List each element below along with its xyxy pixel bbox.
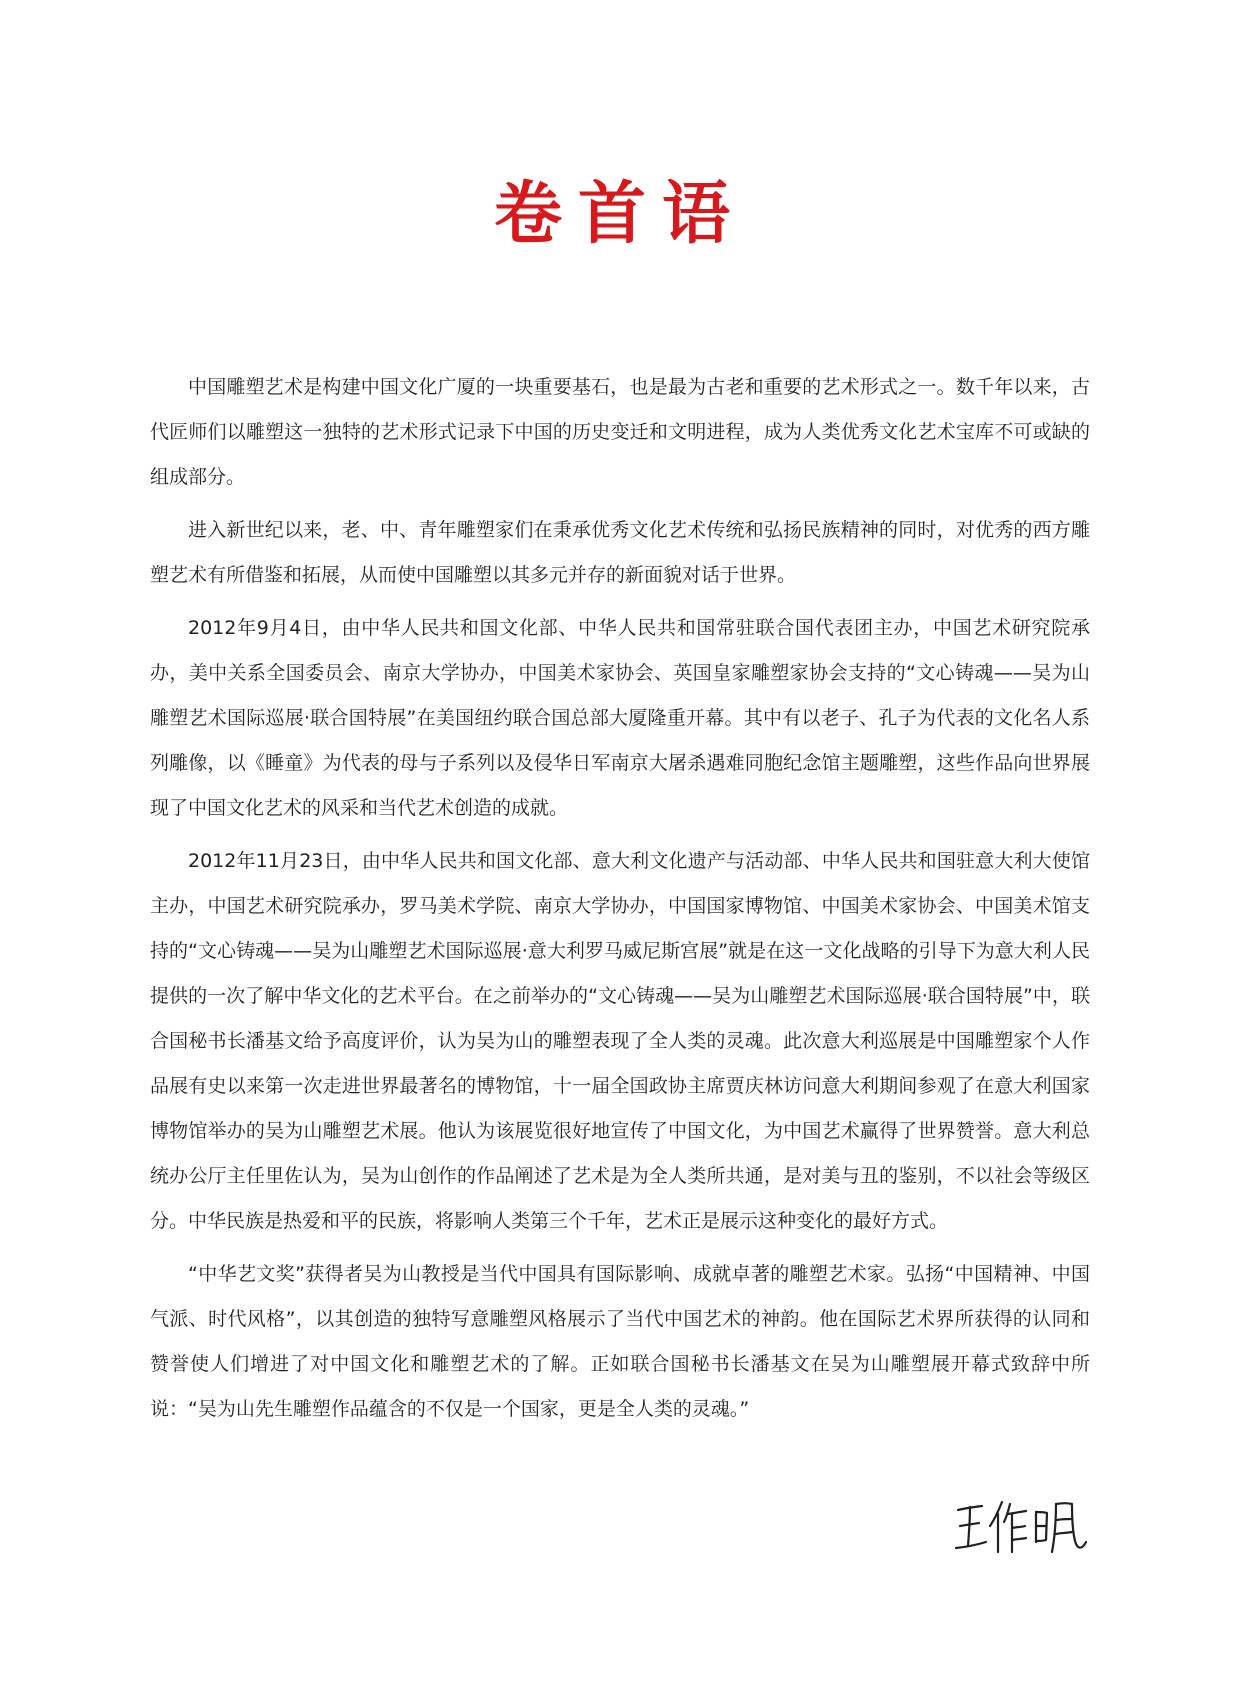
paragraph-1: 中国雕塑艺术是构建中国文化广厦的一块重要基石，也是最为古老和重要的艺术形式之一。数千年以来，古代匠师们以雕塑这一独特的艺术形式记录下中国的历史变迁和文明进程，成为人类优秀文化艺术宝库不可或缺的组成部分。	[150, 376, 1090, 488]
paragraph-5: “中华艺文奖”获得者吴为山教授是当代中国具有国际影响、成就卓著的雕塑艺术家。弘扬“中国精神、中国气派、时代风格”，以其创造的独特写意雕塑风格展示了当代中国艺术的神韵。他在国际艺术界所获得的认同和赞誉使人们增进了对中国文化和雕塑艺术的了解。正如联合国秘书长潘基文在吴为山雕塑展开幕式致辞中所说：“吴为山先生雕塑作品蕴含的不仅是一个国家，更是全人类的灵魂。”	[150, 1263, 1090, 1420]
signature-icon	[952, 1492, 1092, 1562]
paragraph-4: 2012年11月23日，由中华人民共和国文化部、意大利文化遗产与活动部、中华人民共和国驻意大利大使馆主办，中国艺术研究院承办，罗马美术学院、南京大学协办，中国国家博物馆、中国美术家协会、中国美术馆支持的“文心铸魂——吴为山雕塑艺术国际巡展·意大利罗马威尼斯宫展”就是在这一文化战略的引导下为意大利人民提供的一次了解中华文化的艺术平台。在之前举办的“文心铸魂——吴为山雕塑艺术国际巡展·联合国特展”中，联合国秘书长潘基文给予高度评价，认为吴为山的雕塑表现了全人类的灵魂。此次意大利巡展是中国雕塑家个人作品展有史以来第一次走进世界最著名的博物馆，十一届全国政协主席贾庆林访问意大利期间参观了在意大利国家博物馆举办的吴为山雕塑艺术展。他认为该展览很好地宣传了中国文化，为中国艺术赢得了世界赞誉。意大利总统办公厅主任里佐认为，吴为山创作的作品阐述了艺术是为全人类所共通，是对美与丑的鉴别，不以社会等级区分。中华民族是热爱和平的民族，将影响人类第三个千年，艺术正是展示这种变化的最好方式。	[150, 850, 1090, 1232]
page-title: 卷首语	[493, 175, 746, 254]
paragraph-3: 2012年9月4日，由中华人民共和国文化部、中华人民共和国常驻联合国代表团主办，中国艺术研究院承办，美中关系全国委员会、南京大学协办，中国美术家协会、英国皇家雕塑家协会支持的“文心铸魂——吴为山雕塑艺术国际巡展·联合国特展”在美国纽约联合国总部大厦隆重开幕。其中有以老子、孔子为代表的文化名人系列雕像，以《睡童》为代表的母与子系列以及侵华日军南京大屠杀遇难同胞纪念馆主题雕塑，这些作品向世界展现了中国文化艺术的风采和当代艺术创造的成就。	[150, 617, 1090, 819]
body-text	[150, 365, 1090, 1440]
paragraph-2: 进入新世纪以来，老、中、青年雕塑家们在秉承优秀文化艺术传统和弘扬民族精神的同时，对优秀的西方雕塑艺术有所借鉴和拓展，从而使中国雕塑以其多元并存的新面貌对话于世界。	[150, 519, 1090, 586]
handwritten-signature	[952, 1492, 1092, 1562]
